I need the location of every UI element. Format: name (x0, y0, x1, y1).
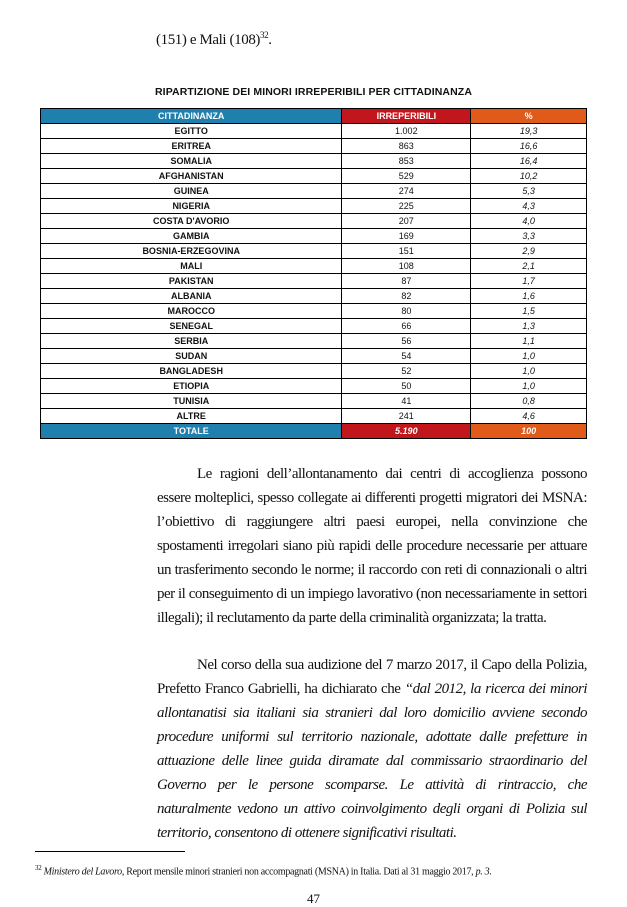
percent-cell: 16,6 (471, 139, 587, 154)
country-cell: BANGLADESH (41, 364, 342, 379)
table-row (41, 244, 587, 259)
table-row (41, 304, 587, 319)
table-row (41, 124, 587, 139)
count-cell: 529 (342, 169, 471, 184)
table-row (41, 274, 587, 289)
table-title: RIPARTIZIONE DEI MINORI IRREPERIBILI PER CITTADINANZA (155, 86, 472, 98)
footnote: $^{32}$ Ministero del Lavoro, Report mensile minori stranieri non accompagnati (MSNA) in Italia. Dati al 31 maggio 2017, p. 3. (35, 864, 492, 878)
count-cell: 108 (342, 259, 471, 274)
count-cell: 82 (342, 289, 471, 304)
percent-cell: 1,5 (471, 304, 587, 319)
table-row (41, 229, 587, 244)
continuation-line: (151) e Mali $(108)^{32}$. (156, 30, 272, 48)
count-cell: 274 (342, 184, 471, 199)
page-number: 47 (307, 891, 320, 906)
percent-cell: 4,3 (471, 199, 587, 214)
paragraph-audizione: Nel corso della sua audizione del 7 marzo 2017, il Capo della Polizia, Prefetto Franco Gabrielli, ha dichiarato che “dal 2012, la ricerca dei minori allontanatisi sia italiani sia stranieri dal loro domicilio avviene secondo procedure uniformi sul territorio nazionale, adottate dalle prefetture in attuazione delle linee guida diramate dal commissario straordinario del Governo per le persone scomparse. Le attività di rintraccio, che naturalmente vedono un attivo coinvolgimento degli organi di Polizia sul territorio, consentono di ottenere significativi risultati. (157, 657, 587, 841)
footnote-ref: 32 (260, 30, 269, 40)
count-cell: 50 (342, 379, 471, 394)
table-row (41, 199, 587, 214)
percent-cell: 1,1 (471, 334, 587, 349)
count-cell: 225 (342, 199, 471, 214)
country-cell: GUINEA (41, 184, 342, 199)
percent-cell: 5,3 (471, 184, 587, 199)
count-cell: 56 (342, 334, 471, 349)
table-row (41, 139, 587, 154)
total-label: TOTALE (41, 424, 342, 439)
table-row (41, 184, 587, 199)
table-row (41, 214, 587, 229)
percent-cell: 3,3 (471, 229, 587, 244)
count-cell: 41 (342, 394, 471, 409)
table-header-row (41, 109, 587, 124)
percent-cell: 1,0 (471, 349, 587, 364)
count-cell: 151 (342, 244, 471, 259)
country-cell: ERITREA (41, 139, 342, 154)
total-count: 5.190 (342, 424, 471, 439)
paragraph-reasons: Le ragioni dell’allontanamento dai centri di accoglienza possono essere molteplici, spesso collegate ai differenti progetti migratori dei MSNA: l’obiettivo di raggiungere altri paesi europei, nella convinzione che spostamenti irregolari siano più rapidi delle procedure necessarie per attuare un trasferimento secondo le norme; il raccordo con reti di connazionali o altri per il conseguimento di un impiego lavorativo (non necessariamente in settori illegali); il reclutamento da parte della criminalità organizzata; la tratta. (157, 466, 587, 626)
percent-cell: 4,0 (471, 214, 587, 229)
table-row (41, 169, 587, 184)
country-cell: SUDAN (41, 349, 342, 364)
header-percent: % (471, 109, 587, 124)
country-cell: GAMBIA (41, 229, 342, 244)
header-cittadinanza: CITTADINANZA (41, 109, 342, 124)
country-cell: SERBIA (41, 334, 342, 349)
country-cell: EGITTO (41, 124, 342, 139)
count-cell: 1.002 (342, 124, 471, 139)
country-cell: NIGERIA (41, 199, 342, 214)
country-cell: BOSNIA-ERZEGOVINA (41, 244, 342, 259)
percent-cell: 1,7 (471, 274, 587, 289)
table-row (41, 334, 587, 349)
country-cell: TUNISIA (41, 394, 342, 409)
table-row (41, 394, 587, 409)
count-cell: 241 (342, 409, 471, 424)
table-row (41, 349, 587, 364)
country-cell: AFGHANISTAN (41, 169, 342, 184)
count-cell: 52 (342, 364, 471, 379)
country-cell: ALTRE (41, 409, 342, 424)
count-cell: 853 (342, 154, 471, 169)
country-cell: SOMALIA (41, 154, 342, 169)
percent-cell: 1,3 (471, 319, 587, 334)
percent-cell: 4,6 (471, 409, 587, 424)
percent-cell: 1,0 (471, 379, 587, 394)
percent-cell: 19,3 (471, 124, 587, 139)
total-percent: 100 (471, 424, 587, 439)
percent-cell: 2,1 (471, 259, 587, 274)
minors-table (40, 108, 587, 439)
country-cell: ETIOPIA (41, 379, 342, 394)
table-row (41, 154, 587, 169)
country-cell: COSTA D'AVORIO (41, 214, 342, 229)
country-cell: ALBANIA (41, 289, 342, 304)
table-total-row (41, 424, 587, 439)
percent-cell: 16,4 (471, 154, 587, 169)
footnote-divider (35, 851, 185, 852)
country-cell: MAROCCO (41, 304, 342, 319)
count-cell: 87 (342, 274, 471, 289)
count-cell: 80 (342, 304, 471, 319)
header-irreperibili: IRREPERIBILI (342, 109, 471, 124)
country-cell: SENEGAL (41, 319, 342, 334)
table-row (41, 319, 587, 334)
table-row (41, 364, 587, 379)
percent-cell: 1,6 (471, 289, 587, 304)
percent-cell: 10,2 (471, 169, 587, 184)
percent-cell: 2,9 (471, 244, 587, 259)
quote-text: “dal 2012, la ricerca dei minori allontanatisi sia italiani sia stranieri dal loro domicilio avviene secondo procedure uniformi sul territorio nazionale, adottate dalle prefetture in attuazione delle linee guida diramate dal commissario straordinario del Governo per le persone scomparse. Le attività di rintraccio, che naturalmente vedono un attivo coinvolgimento degli organi di Polizia sul territorio, consentono di ottenere significativi risultati. (157, 681, 587, 841)
table-row (41, 379, 587, 394)
count-cell: 207 (342, 214, 471, 229)
country-cell: PAKISTAN (41, 274, 342, 289)
count-cell: 66 (342, 319, 471, 334)
count-cell: 169 (342, 229, 471, 244)
count-cell: 863 (342, 139, 471, 154)
table-row (41, 409, 587, 424)
country-cell: MALI (41, 259, 342, 274)
percent-cell: 1,0 (471, 364, 587, 379)
count-cell: 54 (342, 349, 471, 364)
table-row (41, 259, 587, 274)
table-row (41, 289, 587, 304)
percent-cell: 0,8 (471, 394, 587, 409)
